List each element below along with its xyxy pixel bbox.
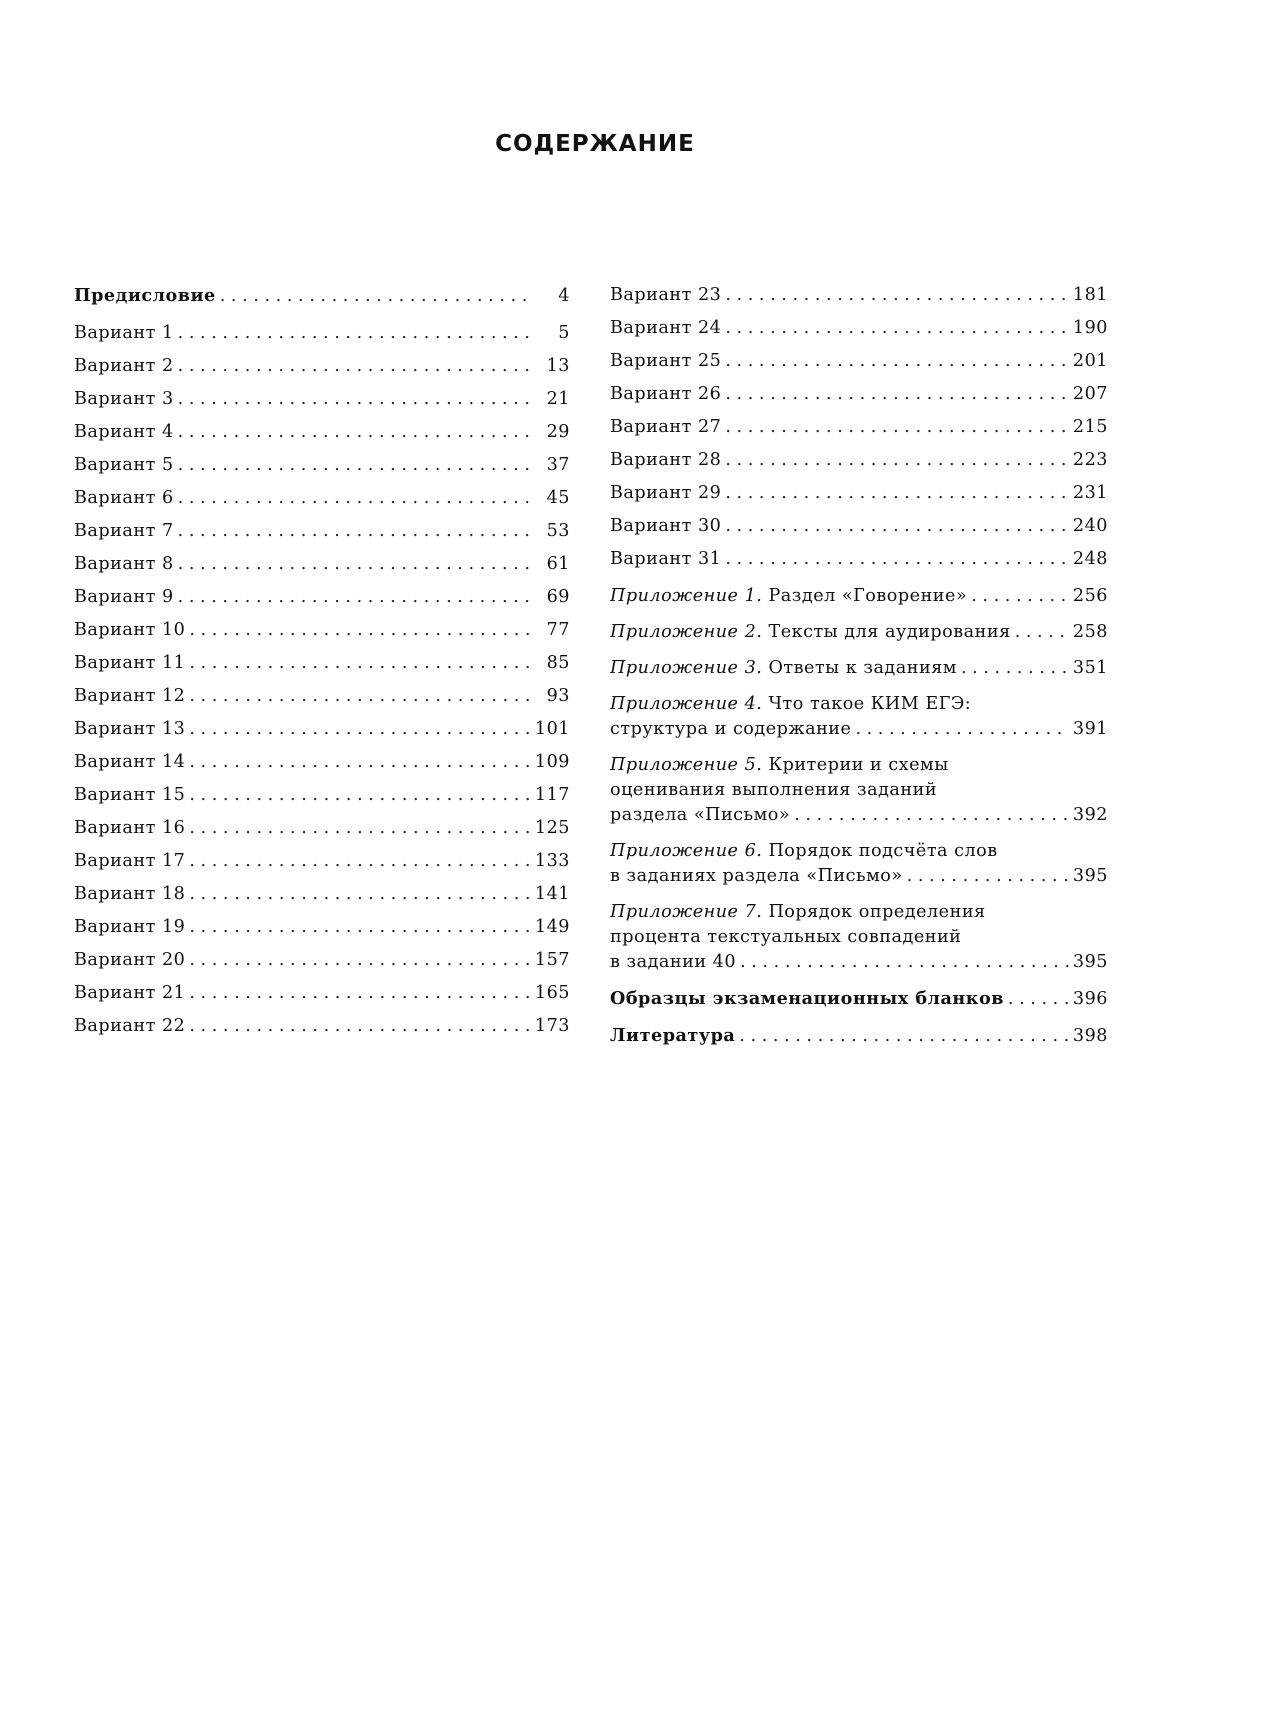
dot-leader [178, 321, 532, 346]
dot-leader [189, 651, 532, 676]
toc-entry-label: Вариант 9 [74, 587, 174, 607]
toc-entry-label: Предисловие [74, 285, 216, 306]
toc-entry-label: Вариант 25 [610, 351, 722, 371]
toc-entry-label: Вариант 27 [610, 417, 722, 437]
appendix-prefix: Приложение 7. [610, 902, 763, 922]
toc-entry[interactable] [74, 981, 570, 1006]
toc-page-number: 395 [1072, 866, 1108, 886]
toc-page-number: 5 [558, 323, 570, 343]
toc-entry-label [610, 780, 937, 800]
appendix-text: Ответы к заданиям [768, 658, 957, 678]
toc-entry[interactable] [74, 618, 570, 643]
toc-page-number: 395 [1072, 952, 1108, 972]
dot-leader [178, 486, 532, 511]
toc-page-number: 181 [1072, 285, 1108, 305]
toc-entry[interactable] [74, 948, 570, 973]
dot-leader [971, 584, 1069, 609]
dot-leader [725, 448, 1069, 473]
appendix-text: оценивания выполнения заданий [610, 780, 938, 800]
page-title: СОДЕРЖАНИЕ [495, 131, 695, 157]
toc-entry[interactable] [74, 283, 570, 309]
toc-left-column [74, 283, 570, 1039]
dot-leader [725, 283, 1069, 308]
toc-entry[interactable] [74, 915, 570, 940]
toc-entry[interactable] [610, 514, 1108, 539]
toc-entry [610, 584, 1108, 609]
appendix-prefix: Приложение 3. [610, 658, 763, 678]
appendix-entry[interactable] [610, 753, 1108, 828]
toc-entry[interactable] [74, 750, 570, 775]
dot-leader [178, 354, 532, 379]
appendix-entry[interactable] [610, 620, 1108, 645]
toc-page-number: 258 [1072, 622, 1108, 642]
dot-leader [189, 1014, 531, 1039]
toc-entry-label: Образцы экзаменационных бланков [610, 988, 1004, 1009]
toc-entry[interactable] [610, 316, 1108, 341]
appendix-line [610, 839, 1108, 864]
toc-page-number: 215 [1072, 417, 1108, 437]
toc-entry [610, 656, 1108, 681]
toc-entry [610, 864, 1108, 889]
appendix-prefix: Приложение 1. [610, 586, 763, 606]
dot-leader [855, 717, 1068, 742]
toc-entry [610, 620, 1108, 645]
dot-leader [189, 750, 531, 775]
toc-page-number: 149 [534, 917, 570, 937]
toc-entry[interactable] [74, 585, 570, 610]
toc-page-number: 240 [1072, 516, 1108, 536]
appendix-text: Порядок подсчёта слов [768, 841, 998, 861]
toc-entry-label: Вариант 5 [74, 455, 174, 475]
toc-page-number: 190 [1072, 318, 1108, 338]
toc-entry-label [610, 656, 957, 681]
toc-entry-label: Вариант 15 [74, 785, 186, 805]
dot-leader [178, 420, 532, 445]
dot-leader [189, 684, 532, 709]
toc-page-number: 29 [546, 422, 570, 442]
toc-entry-label: Вариант 6 [74, 488, 174, 508]
dot-leader [178, 453, 532, 478]
toc-entry-label [610, 717, 851, 742]
toc-entry-label [610, 927, 961, 947]
appendix-text: процента текстуальных совпадений [610, 927, 962, 947]
dot-leader [739, 1024, 1069, 1049]
toc-entry-label [610, 694, 971, 714]
toc-page-number: 141 [534, 884, 570, 904]
toc-entry-label [610, 864, 903, 889]
dot-leader [725, 481, 1069, 506]
toc-page-number: 392 [1072, 805, 1108, 825]
toc-entry[interactable] [74, 1014, 570, 1039]
appendix-text: раздела «Письмо» [610, 805, 791, 825]
appendix-prefix: Приложение 4. [610, 694, 763, 714]
appendix-text: структура и содержание [610, 719, 852, 739]
toc-page-number: 13 [546, 356, 570, 376]
toc-entry-label: Вариант 21 [74, 983, 186, 1003]
toc-page-number: 69 [546, 587, 570, 607]
toc-entry[interactable] [610, 1023, 1108, 1049]
toc-entry[interactable] [610, 448, 1108, 473]
toc-page-number: 351 [1072, 658, 1108, 678]
toc-entry[interactable] [74, 651, 570, 676]
toc-entry-label: Вариант 8 [74, 554, 174, 574]
toc-entry-label: Вариант 31 [610, 549, 722, 569]
dot-leader [740, 950, 1069, 975]
toc-entry-label [610, 902, 986, 922]
toc-entry[interactable] [74, 552, 570, 577]
toc-entry-label: Вариант 29 [610, 483, 722, 503]
toc-entry[interactable] [610, 382, 1108, 407]
toc-page-number: 207 [1072, 384, 1108, 404]
appendix-text: Порядок определения [768, 902, 986, 922]
toc-page-number: 125 [534, 818, 570, 838]
toc-page-number: 157 [534, 950, 570, 970]
toc-entry[interactable] [74, 816, 570, 841]
toc-entry[interactable] [610, 349, 1108, 374]
toc-entry[interactable] [74, 420, 570, 445]
toc-entry-label: Вариант 13 [74, 719, 186, 739]
toc-entry[interactable] [610, 547, 1108, 572]
toc-entry-label: Вариант 10 [74, 620, 186, 640]
toc-page-number: 45 [546, 488, 570, 508]
dot-leader [220, 284, 532, 309]
toc-entry-label [610, 803, 790, 828]
dot-leader [178, 552, 532, 577]
toc-entry-label: Вариант 28 [610, 450, 722, 470]
toc-page-number: 201 [1072, 351, 1108, 371]
appendix-prefix: Приложение 6. [610, 841, 763, 861]
dot-leader [725, 382, 1069, 407]
dot-leader [189, 849, 531, 874]
dot-leader [907, 864, 1069, 889]
dot-leader [189, 783, 531, 808]
dot-leader [189, 717, 531, 742]
toc-entry [610, 803, 1108, 828]
toc-entry-label: Вариант 19 [74, 917, 186, 937]
toc-entry-label [610, 584, 967, 609]
toc-entry[interactable] [610, 415, 1108, 440]
dot-leader [178, 387, 532, 412]
toc-entry-label: Вариант 23 [610, 285, 722, 305]
dot-leader [178, 519, 532, 544]
toc-entry[interactable] [74, 453, 570, 478]
dot-leader [189, 882, 531, 907]
appendix-text: Раздел «Говорение» [768, 586, 968, 606]
toc-entry-label: Вариант 18 [74, 884, 186, 904]
toc-entry[interactable] [610, 283, 1108, 308]
toc-page-number: 85 [546, 653, 570, 673]
toc-entry [610, 950, 1108, 975]
toc-entry-label [610, 620, 1011, 645]
toc-page-number: 37 [546, 455, 570, 475]
toc-page-number: 109 [534, 752, 570, 772]
toc-entry-label: Вариант 22 [74, 1016, 186, 1036]
toc-entry[interactable] [610, 481, 1108, 506]
appendix-entry[interactable] [610, 584, 1108, 609]
toc-entry[interactable] [74, 354, 570, 379]
toc-page-number: 93 [546, 686, 570, 706]
dot-leader [189, 816, 531, 841]
appendix-text: Тексты для аудирования [768, 622, 1011, 642]
appendix-line [610, 753, 1108, 778]
toc-entry[interactable] [74, 684, 570, 709]
toc-entry-label: Вариант 3 [74, 389, 174, 409]
toc-entry[interactable] [74, 849, 570, 874]
dot-leader [794, 803, 1069, 828]
toc-entry-label: Вариант 24 [610, 318, 722, 338]
dot-leader [725, 316, 1069, 341]
toc-entry-label: Вариант 20 [74, 950, 186, 970]
appendix-text: Критерии и схемы [768, 755, 949, 775]
toc-page-number: 248 [1072, 549, 1108, 569]
toc-entry-label [610, 950, 736, 975]
dot-leader [725, 415, 1069, 440]
toc-page-number: 173 [534, 1016, 570, 1036]
appendix-entry[interactable] [610, 692, 1108, 742]
toc-entry-label: Вариант 12 [74, 686, 186, 706]
appendix-entry[interactable] [610, 656, 1108, 681]
toc-entry-label: Литература [610, 1025, 736, 1046]
toc-page-number: 396 [1072, 989, 1108, 1009]
appendix-line [610, 692, 1108, 717]
appendix-prefix: Приложение 5. [610, 755, 763, 775]
appendix-line [610, 778, 1108, 803]
dot-leader [178, 585, 532, 610]
dot-leader [189, 618, 532, 643]
toc-entry[interactable] [74, 717, 570, 742]
toc-entry[interactable] [74, 519, 570, 544]
toc-entry[interactable] [610, 986, 1108, 1012]
toc-entry-label: Вариант 30 [610, 516, 722, 536]
toc-entry-label [610, 841, 998, 861]
toc-entry-label: Вариант 4 [74, 422, 174, 442]
toc-entry-label: Вариант 11 [74, 653, 186, 673]
toc-entry-label [610, 755, 949, 775]
toc-entry[interactable] [74, 486, 570, 511]
toc-entry-label: Вариант 14 [74, 752, 186, 772]
toc-page-number: 53 [546, 521, 570, 541]
toc-page-number: 117 [534, 785, 570, 805]
toc-page-number: 77 [546, 620, 570, 640]
toc-entry-label: Вариант 26 [610, 384, 722, 404]
toc-entry[interactable] [74, 387, 570, 412]
toc-page-number: 4 [558, 286, 570, 306]
dot-leader [1008, 987, 1069, 1012]
dot-leader [1015, 620, 1069, 645]
toc-page-number: 61 [546, 554, 570, 574]
toc-entry-label: Вариант 17 [74, 851, 186, 871]
toc-entry[interactable] [74, 321, 570, 346]
toc-page-number: 133 [534, 851, 570, 871]
toc-page-number: 223 [1072, 450, 1108, 470]
appendix-line [610, 900, 1108, 925]
appendix-text: в задании 40 [610, 952, 737, 972]
toc-page-number: 256 [1072, 586, 1108, 606]
appendix-entry[interactable] [610, 900, 1108, 975]
toc-page-number: 391 [1072, 719, 1108, 739]
toc-entry-label: Вариант 1 [74, 323, 174, 343]
toc-page-number: 101 [534, 719, 570, 739]
appendix-entry[interactable] [610, 839, 1108, 889]
appendix-text: Что такое КИМ ЕГЭ: [768, 694, 972, 714]
dot-leader [189, 948, 531, 973]
dot-leader [189, 915, 531, 940]
toc-page-number: 21 [546, 389, 570, 409]
appendix-prefix: Приложение 2. [610, 622, 763, 642]
toc-entry [610, 717, 1108, 742]
toc-entry[interactable] [74, 783, 570, 808]
toc-right-column [610, 283, 1108, 1049]
dot-leader [725, 514, 1069, 539]
appendix-text: в заданиях раздела «Письмо» [610, 866, 903, 886]
toc-page-number: 231 [1072, 483, 1108, 503]
toc-entry-label: Вариант 16 [74, 818, 186, 838]
dot-leader [725, 547, 1069, 572]
dot-leader [725, 349, 1069, 374]
dot-leader [189, 981, 531, 1006]
toc-page-number: 398 [1072, 1026, 1108, 1046]
toc-entry-label: Вариант 2 [74, 356, 174, 376]
dot-leader [961, 656, 1069, 681]
toc-page-number: 165 [534, 983, 570, 1003]
toc-entry-label: Вариант 7 [74, 521, 174, 541]
toc-entry[interactable] [74, 882, 570, 907]
appendix-line [610, 925, 1108, 950]
